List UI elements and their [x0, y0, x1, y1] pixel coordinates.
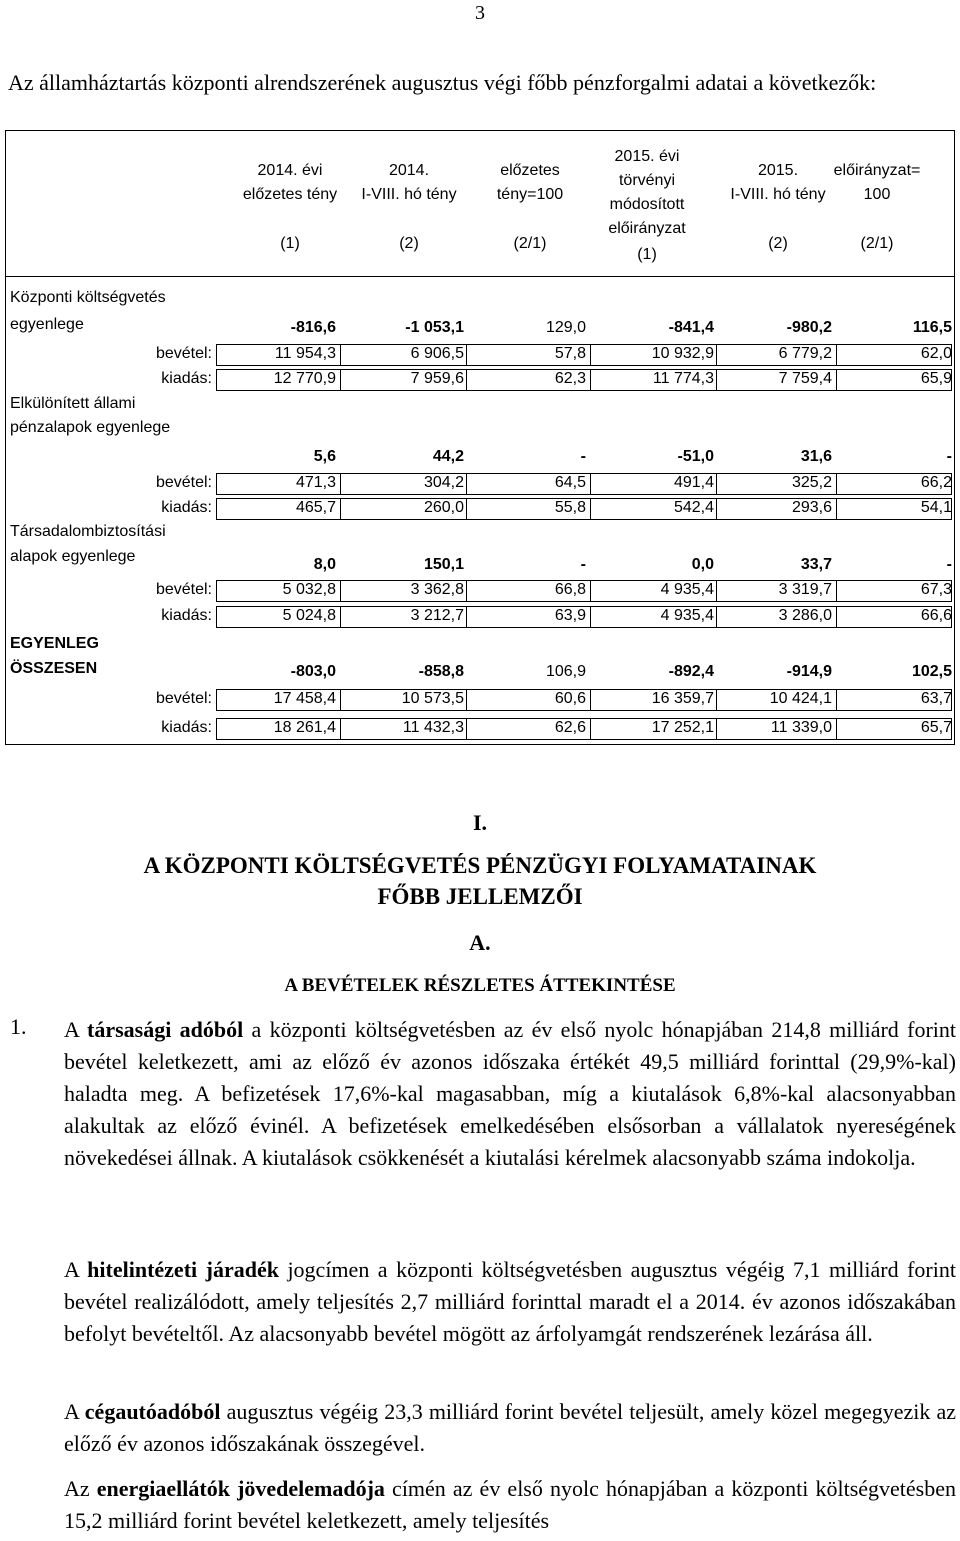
group-2-expense-label: kiadás:	[161, 499, 212, 516]
group-2-expense-cell: 293,6	[791, 499, 832, 516]
p4-text-b: címén az év első nyolc hónapjában a központi költségvetésben 15,2 milliárd forint bevétel keletkezett, amely teljesítés	[64, 1476, 956, 1533]
group-4-revenue-label: bevétel:	[155, 690, 212, 707]
header-col-1-line2: előzetes tény	[242, 186, 338, 203]
group-2-balance-cell: -	[946, 448, 952, 465]
paragraph-company-car-tax	[64, 1396, 956, 1460]
group-4-revenue-cell: 17 458,4	[273, 690, 336, 707]
grid-divider	[836, 718, 837, 740]
header-col-3-code: (2/1)	[513, 235, 547, 252]
group-2-revenue-cell: 64,5	[554, 474, 586, 491]
header-col-6-line2: 100	[863, 186, 891, 203]
grid-divider	[466, 498, 467, 520]
grid-divider	[466, 606, 467, 628]
grid-divider	[836, 344, 837, 366]
p2-text-a: A	[64, 1257, 88, 1282]
group-3-expense-cell: 4 935,4	[660, 607, 714, 624]
group-3-label-line2: alapok egyenlege	[10, 548, 136, 565]
grid-divider	[340, 344, 341, 366]
group-3-expense-cell: 5 024,8	[282, 607, 336, 624]
group-1-balance-cell: -816,6	[290, 319, 336, 336]
group-3-expense-cell: 3 212,7	[410, 607, 464, 624]
group-1-expense-cell: 7 959,6	[410, 370, 464, 387]
group-2-expense-cell: 542,4	[673, 499, 714, 516]
header-col-3-line2: tény=100	[496, 186, 564, 203]
grid-divider	[590, 580, 591, 602]
grid-divider	[466, 689, 467, 711]
group-3-revenue-cell: 3 319,7	[778, 581, 832, 598]
group-4-expense-cell: 17 252,1	[651, 719, 714, 736]
header-col-4-line3: módosított	[609, 196, 685, 213]
grid-divider	[836, 473, 837, 495]
header-col-2-line2: I-VIII. hó tény	[361, 186, 457, 203]
group-4-revenue-cell: 60,6	[554, 690, 586, 707]
group-1-balance-cell: -1 053,1	[405, 319, 464, 336]
group-1-revenue-cell: 11 954,3	[274, 345, 336, 362]
group-4-revenue-cell: 10 573,5	[401, 690, 464, 707]
group-3-balance-cell: -	[946, 556, 952, 573]
group-4-balance-cell: -803,0	[290, 663, 336, 680]
header-col-5-line2: I-VIII. hó tény	[730, 186, 826, 203]
group-3-revenue-cell: 5 032,8	[282, 581, 336, 598]
group-3-expense-cell: 63,9	[554, 607, 586, 624]
group-4-balance-cell: -892,4	[668, 663, 714, 680]
grid-divider	[590, 498, 591, 520]
group-2-revenue-cell: 66,2	[920, 474, 952, 491]
group-2-revenue-cell: 304,2	[423, 474, 464, 491]
group-1-expense-cell: 7 759,4	[778, 370, 832, 387]
group-2-balance-cell: -51,0	[677, 448, 714, 465]
group-4-expense-label: kiadás:	[161, 719, 212, 736]
group-3-balance-cell: 33,7	[800, 556, 832, 573]
grid-divider	[836, 580, 837, 602]
p1-bold-term: társasági adóból	[87, 1017, 244, 1042]
group-4-balance-cell: -914,9	[786, 663, 832, 680]
section-number: I.	[472, 810, 488, 835]
header-col-2-code: (2)	[399, 235, 419, 252]
grid-divider	[836, 369, 837, 391]
group-2-balance-cell: -	[580, 448, 586, 465]
grid-divider	[466, 580, 467, 602]
group-2-revenue-cell: 491,4	[673, 474, 714, 491]
group-1-expense-cell: 12 770,9	[273, 370, 336, 387]
group-1-revenue-label: bevétel:	[155, 345, 212, 362]
grid-divider	[466, 473, 467, 495]
p2-bold-term: hitelintézeti járadék	[87, 1257, 279, 1282]
grid-divider	[836, 606, 837, 628]
group-1-expense-label: kiadás:	[161, 370, 212, 387]
header-col-1-line1: 2014. évi	[257, 162, 323, 179]
group-3-expense-label: kiadás:	[161, 607, 212, 624]
header-col-4-line2: törvényi	[618, 172, 676, 189]
p4-bold-term: energiaellátók jövedelemadója	[96, 1476, 385, 1501]
grid-divider	[590, 473, 591, 495]
p1-text-b: a központi költségvetésben az év első nyolc hónapjában 214,8 milliárd forint bevétel keletkezett, ami az előző év azonos időszaka értékét 49,5 milliárd forinttal (29,9%-kal) haladta meg. A befizetések 17,6%-kal magasabban, míg a kiutalások 6,8%-kal alacsonyabban alakultak az előző évinél. A befizetések emelkedésében elsősorban a vállalatok nyereségének növekedései állnak. A kiutalások csökkenését a kiutalási kérelmek alacsonyabb száma indokolja.	[64, 1017, 956, 1170]
group-4-revenue-gridline	[216, 689, 952, 711]
grid-divider	[340, 580, 341, 602]
group-4-label-line2: ÖSSZESEN	[10, 660, 98, 677]
grid-divider	[716, 606, 717, 628]
group-3-revenue-gridline	[216, 580, 952, 602]
group-1-expense-gridline	[216, 369, 952, 391]
grid-divider	[340, 498, 341, 520]
group-1-revenue-cell: 6 779,2	[778, 345, 832, 362]
p4-text-a: Az	[64, 1476, 97, 1501]
grid-divider	[716, 498, 717, 520]
group-3-revenue-cell: 4 935,4	[660, 581, 714, 598]
group-4-expense-cell: 18 261,4	[273, 719, 336, 736]
grid-divider	[716, 344, 717, 366]
grid-divider	[716, 369, 717, 391]
group-2-revenue-gridline	[216, 473, 952, 495]
group-1-balance-cell: 116,5	[912, 319, 952, 336]
group-4-revenue-cell: 63,7	[920, 690, 952, 707]
group-1-revenue-cell: 10 932,9	[651, 345, 714, 362]
p1-text-a: A	[64, 1017, 87, 1042]
grid-divider	[466, 718, 467, 740]
group-1-expense-cell: 65,9	[920, 370, 952, 387]
group-1-balance-cell: 129,0	[545, 319, 586, 336]
header-col-4-code: (1)	[637, 246, 657, 263]
grid-divider	[836, 498, 837, 520]
header-col-4-line4: előirányzat	[608, 220, 686, 237]
grid-divider	[590, 689, 591, 711]
group-2-balance-cell: 5,6	[313, 448, 336, 465]
grid-divider	[466, 369, 467, 391]
grid-divider	[716, 689, 717, 711]
grid-divider	[340, 369, 341, 391]
paragraph-bank-levy	[64, 1254, 956, 1350]
group-3-label-line1: Társadalombiztosítási	[10, 523, 166, 540]
grid-divider	[716, 580, 717, 602]
header-col-6-line1: előirányzat=	[833, 162, 921, 179]
group-3-revenue-cell: 67,3	[920, 581, 952, 598]
group-2-revenue-label: bevétel:	[155, 474, 212, 491]
header-col-3-line1: előzetes	[500, 162, 560, 179]
header-col-5-code: (2)	[768, 235, 788, 252]
group-3-balance-cell: 0,0	[691, 556, 714, 573]
group-2-expense-cell: 55,8	[554, 499, 586, 516]
grid-divider	[466, 344, 467, 366]
group-1-label-line2: egyenlege	[10, 316, 84, 333]
group-1-revenue-cell: 62,0	[920, 345, 952, 362]
p3-text-b: augusztus végéig 23,3 milliárd forint bevétel teljesült, amely közel megegyezik az előző év azonos időszakának összegével.	[64, 1399, 956, 1456]
p3-text-a: A	[64, 1399, 85, 1424]
group-3-expense-cell: 66,6	[920, 607, 952, 624]
grid-divider	[590, 718, 591, 740]
group-3-revenue-cell: 66,8	[554, 581, 586, 598]
group-3-revenue-label: bevétel:	[155, 581, 212, 598]
grid-divider	[716, 718, 717, 740]
group-3-balance-cell: -	[580, 556, 586, 573]
grid-divider	[340, 473, 341, 495]
subsection-title: A BEVÉTELEK RÉSZLETES ÁTTEKINTÉSE	[284, 975, 676, 996]
grid-divider	[340, 689, 341, 711]
group-1-label-line1: Központi költségvetés	[10, 289, 166, 306]
p3-bold-term: cégautóadóból	[84, 1399, 221, 1424]
group-4-label-line1: EGYENLEG	[10, 635, 99, 652]
group-4-balance-cell: -858,8	[418, 663, 464, 680]
paragraph-corporate-tax	[64, 1014, 956, 1174]
group-1-balance-cell: -980,2	[786, 319, 832, 336]
intro-text: Az államháztartás központi alrendszerének augusztus végi főbb pénzforgalmi adatai a következők:	[8, 70, 877, 95]
group-2-balance-cell: 44,2	[432, 448, 464, 465]
group-4-expense-cell: 65,7	[920, 719, 952, 736]
group-4-balance-cell: 102,5	[911, 663, 952, 680]
group-3-revenue-cell: 3 362,8	[410, 581, 464, 598]
group-3-expense-cell: 3 286,0	[778, 607, 832, 624]
p2-text-b: jogcímen a központi költségvetésben augusztus végéig 7,1 milliárd forint bevétel realizálódott, amely teljesítés 2,7 milliárd forinttal maradt el a 2014. év azonos időszakában befolyt bevételtől. Az alacsonyabb bevétel mögött az árfolyamgát rendszerének lezárása áll.	[64, 1257, 956, 1346]
paragraph-energy-tax	[64, 1473, 956, 1537]
grid-divider	[590, 606, 591, 628]
page-number: 3	[475, 2, 485, 24]
group-2-revenue-cell: 471,3	[295, 474, 336, 491]
group-4-revenue-cell: 10 424,1	[769, 690, 832, 707]
header-col-5-line1: 2015.	[757, 162, 799, 179]
group-1-revenue-cell: 6 906,5	[410, 345, 464, 362]
header-col-1-code: (1)	[280, 235, 300, 252]
grid-divider	[590, 344, 591, 366]
group-2-revenue-cell: 325,2	[791, 474, 832, 491]
group-2-label-line1: Elkülönített állami	[10, 395, 136, 412]
group-4-balance-cell: 106,9	[545, 663, 586, 680]
group-4-revenue-cell: 16 359,7	[651, 690, 714, 707]
section-title-line2: FŐBB JELLEMZŐI	[377, 884, 583, 909]
group-2-balance-cell: 31,6	[800, 448, 832, 465]
paragraph-number: 1.	[10, 1014, 27, 1039]
group-3-expense-gridline	[216, 606, 952, 628]
section-title	[0, 850, 960, 912]
grid-divider	[836, 689, 837, 711]
table-header-divider	[5, 276, 955, 277]
group-2-expense-cell: 465,7	[295, 499, 336, 516]
group-2-expense-cell: 260,0	[423, 499, 464, 516]
header-col-2-line1: 2014.	[388, 162, 430, 179]
group-3-balance-cell: 8,0	[313, 556, 336, 573]
header-col-6-code: (2/1)	[860, 235, 894, 252]
group-1-revenue-gridline	[216, 344, 952, 366]
section-title-line1: A KÖZPONTI KÖLTSÉGVETÉS PÉNZÜGYI FOLYAMATAINAK	[143, 853, 817, 878]
grid-divider	[590, 369, 591, 391]
grid-divider	[340, 718, 341, 740]
group-2-label-line2: pénzalapok egyenlege	[10, 419, 171, 436]
group-1-expense-cell: 62,3	[554, 370, 586, 387]
group-1-revenue-cell: 57,8	[554, 345, 586, 362]
group-4-expense-gridline	[216, 718, 952, 740]
subsection-letter: A.	[469, 930, 491, 955]
grid-divider	[340, 606, 341, 628]
header-col-4-line1: 2015. évi	[614, 148, 680, 165]
group-2-expense-cell: 54,1	[920, 499, 952, 516]
group-4-expense-cell: 11 432,3	[402, 719, 464, 736]
group-3-balance-cell: 150,1	[423, 556, 464, 573]
group-2-expense-gridline	[216, 498, 952, 520]
group-4-expense-cell: 11 339,0	[770, 719, 832, 736]
group-1-expense-cell: 11 774,3	[652, 370, 714, 387]
group-4-expense-cell: 62,6	[554, 719, 586, 736]
group-1-balance-cell: -841,4	[668, 319, 714, 336]
grid-divider	[716, 473, 717, 495]
